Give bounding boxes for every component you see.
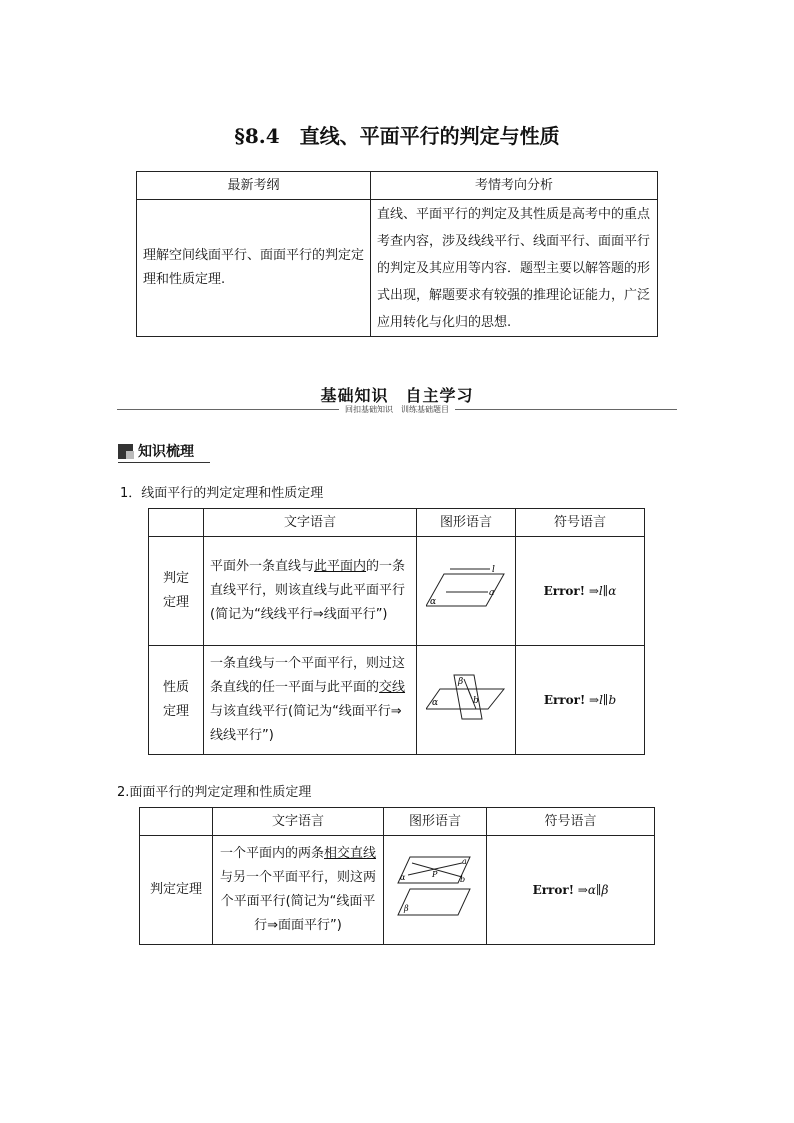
- label-beta: β: [458, 676, 464, 687]
- t2-col-figure: 图形语言: [384, 808, 487, 836]
- part1-heading: 1．线面平行的判定定理和性质定理: [120, 486, 324, 501]
- plane-intersection-figure: [426, 671, 506, 721]
- t1-row1-err: Error!: [543, 584, 586, 598]
- t1-row2-label: [149, 646, 204, 755]
- label-a: a: [489, 587, 495, 598]
- label-b: b: [473, 695, 479, 706]
- part2-heading: 2.面面平行的判定定理和性质定理: [117, 785, 312, 800]
- outline-header-left: 最新考纲: [137, 172, 371, 200]
- t1-col-figure: 图形语言: [417, 509, 516, 537]
- t1-row1-label: [149, 537, 204, 646]
- line-plane-table: [148, 508, 645, 755]
- t1-row2-text-b: 与该直线平行(简记为“线面平行⇒线线平行”): [210, 704, 402, 743]
- t1-col-text: 文字语言: [204, 509, 417, 537]
- label-l: l: [492, 564, 495, 575]
- t2-row1-text: [213, 836, 384, 945]
- t1-row2-symbol: [516, 646, 645, 755]
- t1-corner: [149, 509, 204, 537]
- label-alpha: α: [400, 872, 406, 882]
- line-plane-parallel-figure: [426, 562, 506, 612]
- t1-row2-text: [204, 646, 417, 755]
- label-alpha: α: [430, 596, 437, 607]
- t2-row1-symbol: [487, 836, 655, 945]
- t1-row2-err: Error!: [543, 693, 586, 707]
- knowledge-label-text: 知识梳理: [138, 444, 194, 460]
- t1-row2-label-b: 定理: [162, 704, 189, 719]
- knowledge-underline: [118, 462, 210, 463]
- t2-row1-figure: [384, 836, 487, 945]
- t2-row1-text-a: 一个平面内的两条: [219, 846, 324, 861]
- t1-row1-symbol: [516, 537, 645, 646]
- square-accent-icon: [126, 451, 134, 459]
- t2-row1-err: Error!: [532, 883, 574, 897]
- label-b: b: [460, 874, 466, 884]
- outline-header-right: 考情考向分析: [371, 172, 658, 200]
- t1-row1-label-a: 判定: [162, 571, 189, 586]
- t1-row2-label-a: 性质: [162, 680, 189, 695]
- section-title: 基础知识 自主学习: [320, 386, 474, 405]
- t2-col-symbol: 符号语言: [487, 808, 655, 836]
- label-p: P: [432, 869, 438, 879]
- t1-row1-sym: ⇒l∥α: [585, 584, 617, 598]
- t1-row1-text: [204, 537, 417, 646]
- t2-row1-label: 判定定理: [140, 836, 213, 945]
- label-alpha: α: [432, 697, 439, 708]
- label-beta: β: [404, 903, 409, 913]
- knowledge-label: [118, 441, 210, 463]
- plane-plane-table: [139, 807, 655, 945]
- t1-row2-text-a: 一条直线与一个平面平行，则过这条直线的任一平面与此平面的: [210, 656, 406, 695]
- t1-col-symbol: 符号语言: [516, 509, 645, 537]
- plane-beta: [398, 889, 470, 915]
- section-subtitle-wrap: [0, 404, 794, 415]
- t1-row1-text-u: 此平面内: [314, 559, 367, 574]
- t1-row2-sym: ⇒l∥b: [585, 693, 617, 707]
- t1-row1-text-b: 的一条直线平行，则该直线与此平面平行(简记为“线线平行⇒线面平行”): [210, 559, 406, 622]
- t1-row2-text-u: 交线: [379, 680, 406, 695]
- label-a: a: [462, 856, 467, 866]
- page-title: §8.4 直线、平面平行的判定与性质: [234, 124, 560, 148]
- t2-col-text: 文字语言: [213, 808, 384, 836]
- outline-right-cell: 直线、平面平行的判定及其性质是高考中的重点考查内容，涉及线线平行、线面平行、面面平行的判定及其应用等内容．题型主要以解答题的形式出现，解题要求有较强的推理论证能力，广泛应用转化与化归的思想.: [371, 200, 658, 337]
- t1-row1-label-b: 定理: [162, 595, 189, 610]
- plane-plane-parallel-figure: [396, 853, 474, 919]
- t1-row1-text-a: 平面外一条直线与: [210, 559, 315, 574]
- t2-row1-text-u: 相交直线: [324, 846, 377, 861]
- t2-corner: [140, 808, 213, 836]
- t2-row1-sym: ⇒α∥β: [573, 883, 609, 897]
- t1-row1-figure: [417, 537, 516, 646]
- t1-row2-figure: [417, 646, 516, 755]
- section-subtitle: 回扣基础知识 训练基础题目: [339, 405, 455, 414]
- outline-left-cell: 理解空间线面平行、面面平行的判定定理和性质定理.: [137, 200, 371, 337]
- outline-table: [136, 171, 658, 337]
- t2-row1-text-b: 与另一个平面平行，则这两个平面平行(简记为“线面平行⇒面面平行”): [219, 870, 376, 933]
